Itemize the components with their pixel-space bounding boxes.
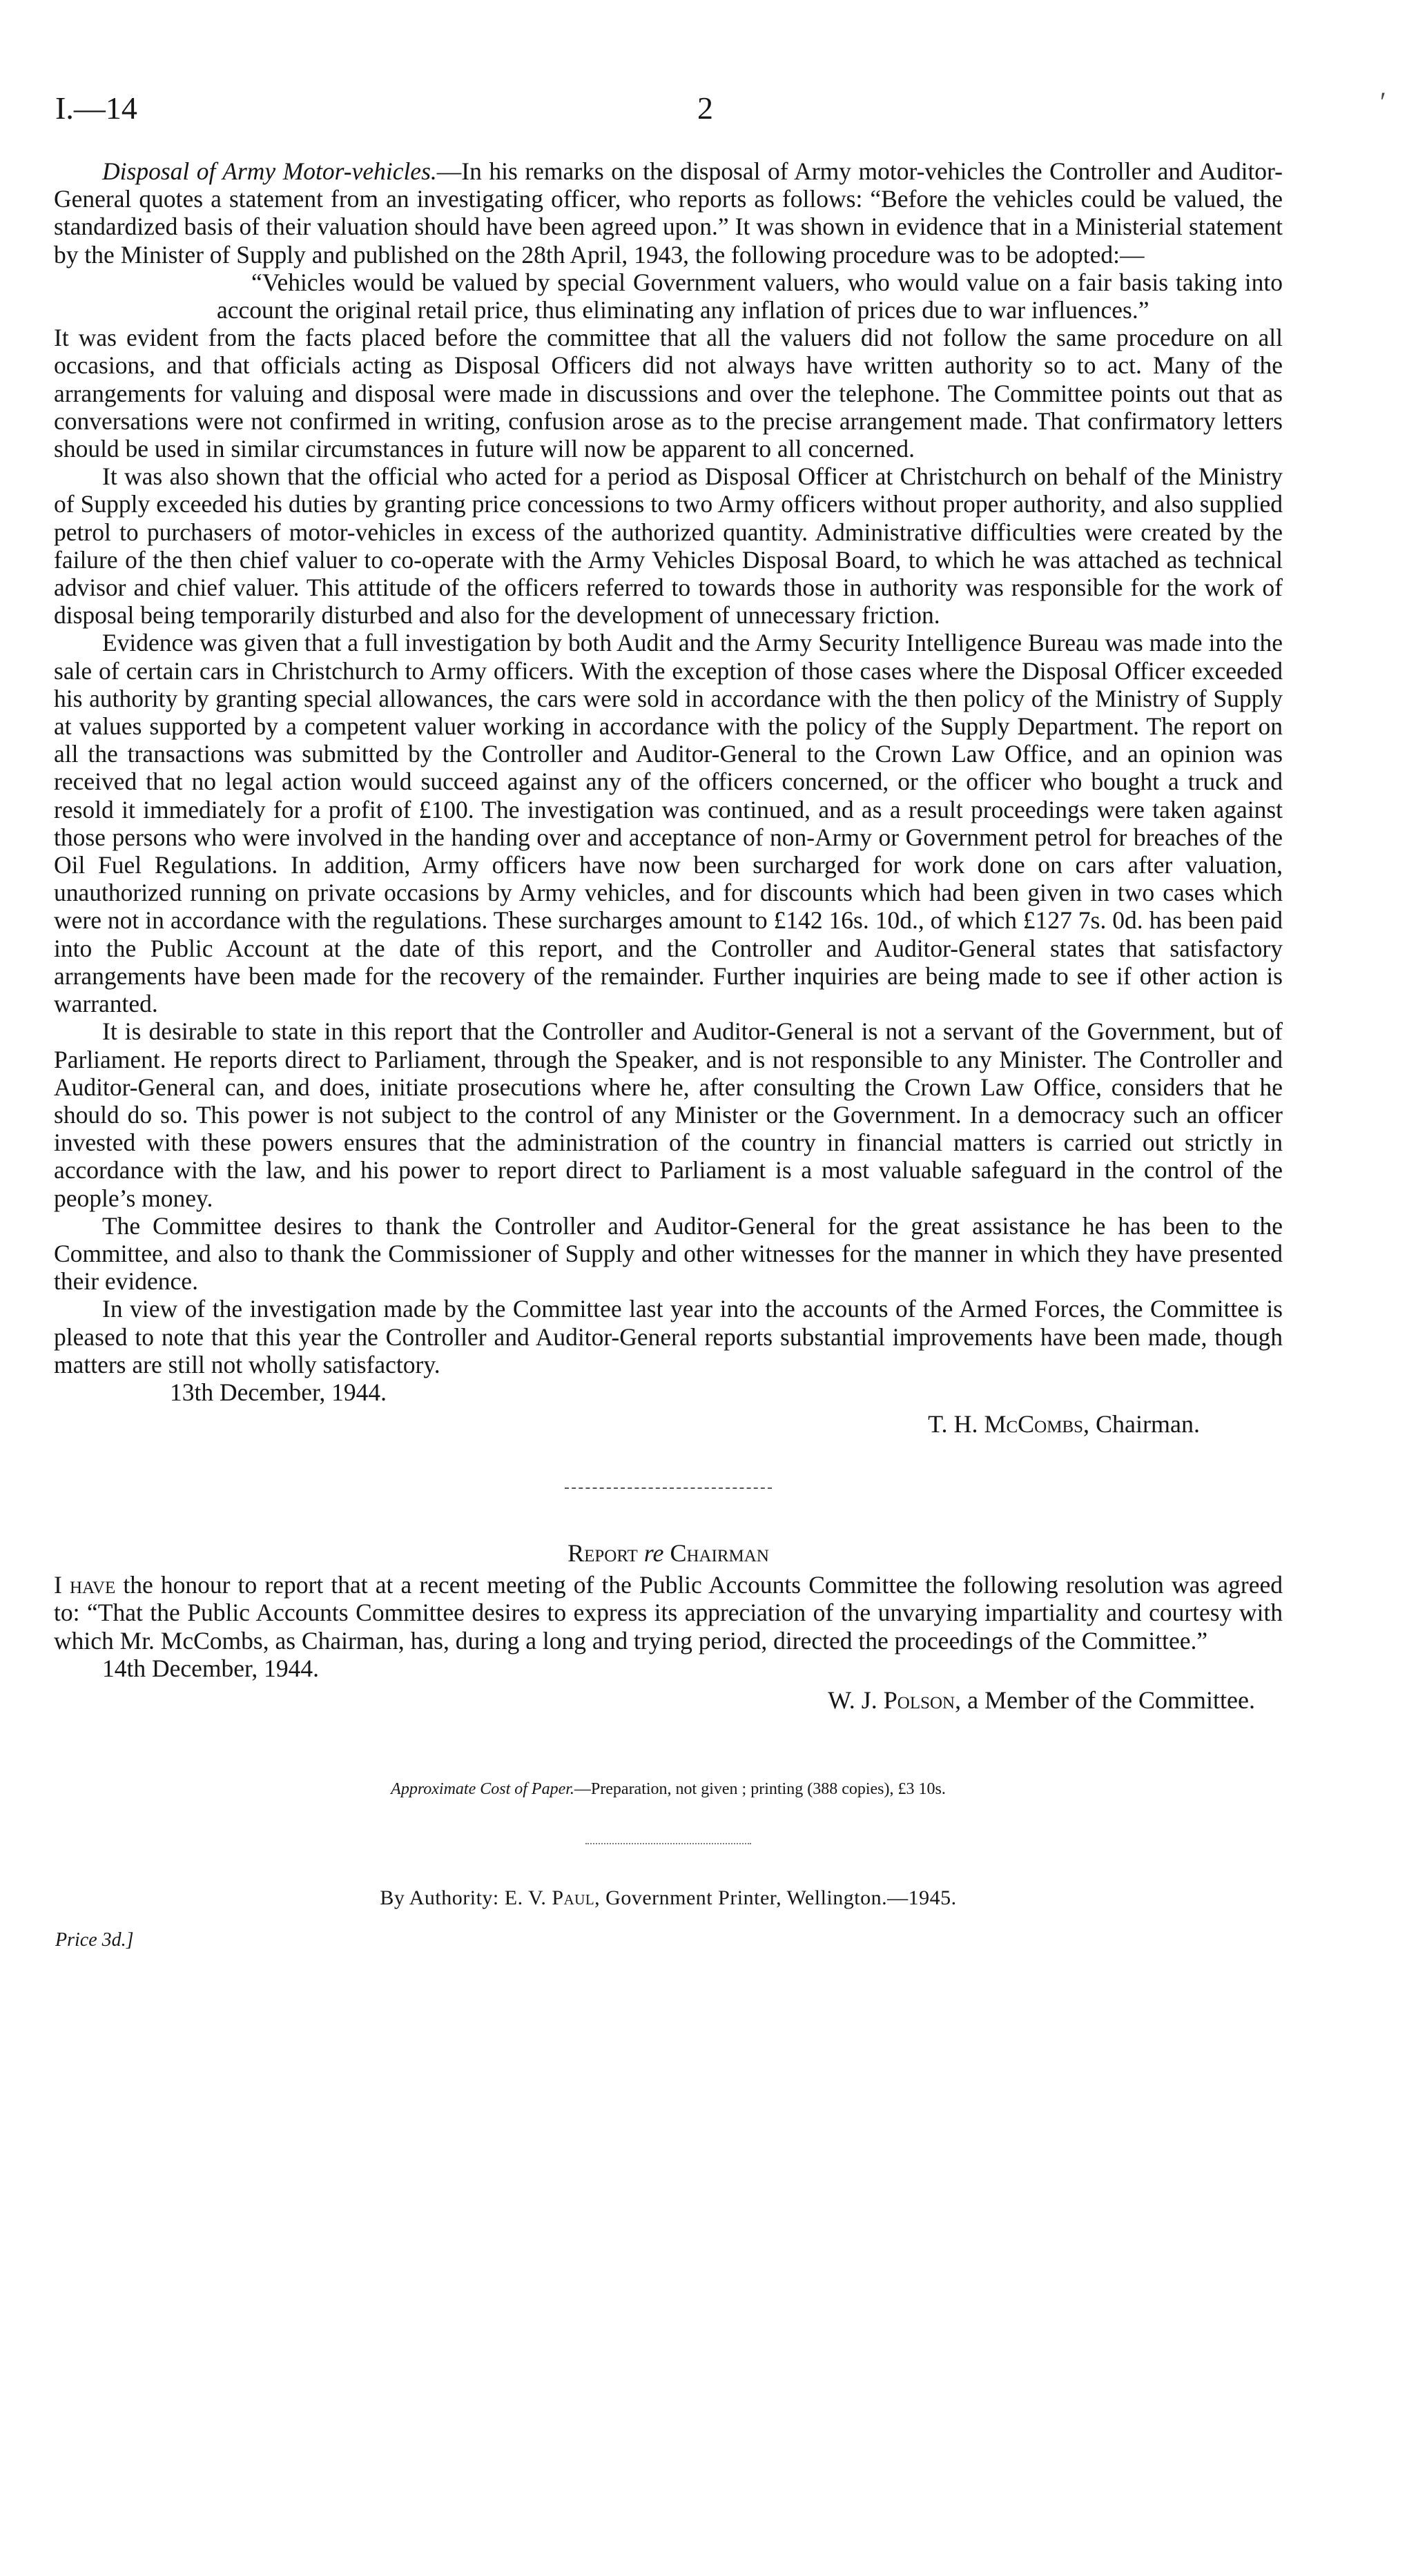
cost-label: Approximate Cost of Paper. xyxy=(391,1779,574,1798)
printer-authority xyxy=(54,1886,1283,1910)
cost-text: —Preparation, not given ; printing (388 copies), £3 10s. xyxy=(574,1779,946,1798)
footer-divider xyxy=(585,1843,751,1845)
signature-name: T. H. McCombs xyxy=(928,1410,1084,1438)
paragraph-auditor-general: It is desirable to state in this report that the Controller and Auditor-General is not a servant of the Government, but of Parliament. He reports direct to Parliament, through the Speaker, and is not responsible to any Minister. The Controller and Auditor-General can, and does, initiate prosecutions where he, after consulting the Crown Law Office, considers that he should do so. This power is not subject to the control of any Minister or the Government. In a democracy such an officer invested with these powers ensures that the administration of the country in financial matters is carried out strictly in accordance with the law, and his power to report direct to Parliament is a most valuable safeguard in the control of the people’s money. xyxy=(54,1017,1283,1212)
report-title-word: Report xyxy=(567,1539,638,1568)
authority-suffix: , Government Printer, Wellington.—1945. xyxy=(594,1886,957,1909)
cost-of-paper xyxy=(54,1780,1283,1799)
report-date: 13th December, 1944. xyxy=(170,1378,387,1406)
report-title-subject: Chairman xyxy=(670,1539,769,1568)
member-signature xyxy=(54,1686,1283,1714)
printer-name: Paul xyxy=(552,1886,595,1909)
price: Price 3d.] xyxy=(55,1929,134,1951)
report-opening-i: I xyxy=(54,1571,62,1599)
document-reference: I.—14 xyxy=(55,90,137,126)
paragraph-thanks: The Committee desires to thank the Controller and Auditor-General for the great assistance he has been to the Committee, and also to thank the Commissioner of Supply and other witnesses for the manner in which they have presented their evidence. xyxy=(54,1211,1283,1296)
page-header xyxy=(0,86,1427,138)
report-resolution-date: 14th December, 1944. xyxy=(102,1654,320,1682)
report-body xyxy=(54,1571,1283,1655)
paragraph-valuers: It was evident from the facts placed before the committee that all the valuers did not follow the same procedure on all occasions, and that officials acting as Disposal Officers did not always have written authority so to act. Many of the arrangements for valuing and disposal were made in discussions and over the telephone. The Committee points out that as conversations were not confirmed in writing, confusion arose as to the precise arrangement made. That confirmatory letters should be used in similar circumstances in future will now be apparent to all concerned. xyxy=(54,324,1283,463)
quote-text: “Vehicles would be valued by special Government valuers, who would value on a fair basis taking into account the original retail price, thus eliminating any inflation of prices due to war influences.” xyxy=(217,268,1283,324)
page-number: 2 xyxy=(697,90,713,126)
document-body xyxy=(54,157,1283,1951)
paragraph-improvements: In view of the investigation made by the Committee last year into the accounts of the Armed Forces, the Committee is pleased to note that this year the Controller and Auditor-General reports substantial improvements have been made, though matters are still not wholly satisfactory. xyxy=(54,1295,1283,1378)
signature-title: , Chairman. xyxy=(1083,1410,1200,1438)
paragraph-text: —In his remarks on the disposal of Army motor-vehicles the Controller and Auditor-General quotes a statement from an investigating officer, who reports as follows: “Before the vehicles could be valued, the standardized basis of their valuation should have been agreed upon.” It was shown in evidence that in a Ministerial statement by the Minister of Supply and published on the 28th April, 1943, the following procedure was to be adopted:— xyxy=(54,157,1283,269)
authority-prefix: By Authority: E. V. xyxy=(380,1886,552,1909)
chairman-signature xyxy=(54,1410,1283,1438)
block-quote xyxy=(54,269,1283,324)
report-body-text: the honour to report that at a recent meeting of the Public Accounts Committee the following resolution was agreed to: “That the Public Accounts Committee desires to express its appreciation of the unvarying impartiality and courtesy with which Mr. McCombs, as Chairman, has, during a long and trying period, directed the proceedings of the Committee.” xyxy=(54,1571,1283,1655)
corner-mark: ′ xyxy=(1380,86,1386,117)
member-signature-title: , a Member of the Committee. xyxy=(955,1686,1255,1714)
report-title xyxy=(54,1539,1283,1567)
report-opening-have: have xyxy=(70,1571,116,1599)
member-signature-name: W. J. Polson xyxy=(828,1686,955,1714)
paragraph-investigation: Evidence was given that a full investigation by both Audit and the Army Security Intelligence Bureau was made into the sale of certain cars in Christchurch to Army officers. With the exception of those cases where the Disposal Officer exceeded his authority by granting special allowances, the cars were sold in accordance with the then policy of the Ministry of Supply at values supported by a competent valuer working in accordance with the policy of the Supply Department. The report on all the transactions was submitted by the Controller and Auditor-General to the Crown Law Office, and an opinion was received that no legal action would succeed against any of the officers concerned, or the officer who bought a truck and resold it immediately for a profit of £100. The investigation was continued, and as a result proceedings were taken against those persons who were involved in the handing over and acceptance of non-Army or Government petrol for breaches of the Oil Fuel Regulations. In addition, Army officers have now been surcharged for work done on cars after valuation, unauthorized running on private occasions by Army vehicles, and for discounts which had been given in two cases which were not in accordance with the regulations. These surcharges amount to £142 16s. 10d., of which £127 7s. 0d. has been paid into the Public Account at the date of this report, and the Controller and Auditor-General states that satisfactory arrangements have been made for the recovery of the remainder. Further inquiries are being made to see if other action is warranted. xyxy=(54,629,1283,1018)
paragraph-disposal xyxy=(54,157,1283,269)
section-divider xyxy=(565,1487,772,1490)
paragraph-christchurch-officer: It was also shown that the official who acted for a period as Disposal Officer at Christchurch on behalf of the Ministry of Supply exceeded his duties by granting price concessions to two Army officers without proper authority, and also supplied petrol to purchasers of motor-vehicles in excess of the authorized quantity. Administrative difficulties were created by the failure of the then chief valuer to co-operate with the Army Vehicles Disposal Board, to which he was attached as technical advisor and chief valuer. This attitude of the officers referred to towards those in authority was responsible for the work of disposal being temporarily disturbed and also for the development of unnecessary friction. xyxy=(54,462,1283,630)
report-title-re: re xyxy=(643,1539,664,1568)
paragraph-lead-heading: Disposal of Army Motor-vehicles. xyxy=(102,157,437,185)
